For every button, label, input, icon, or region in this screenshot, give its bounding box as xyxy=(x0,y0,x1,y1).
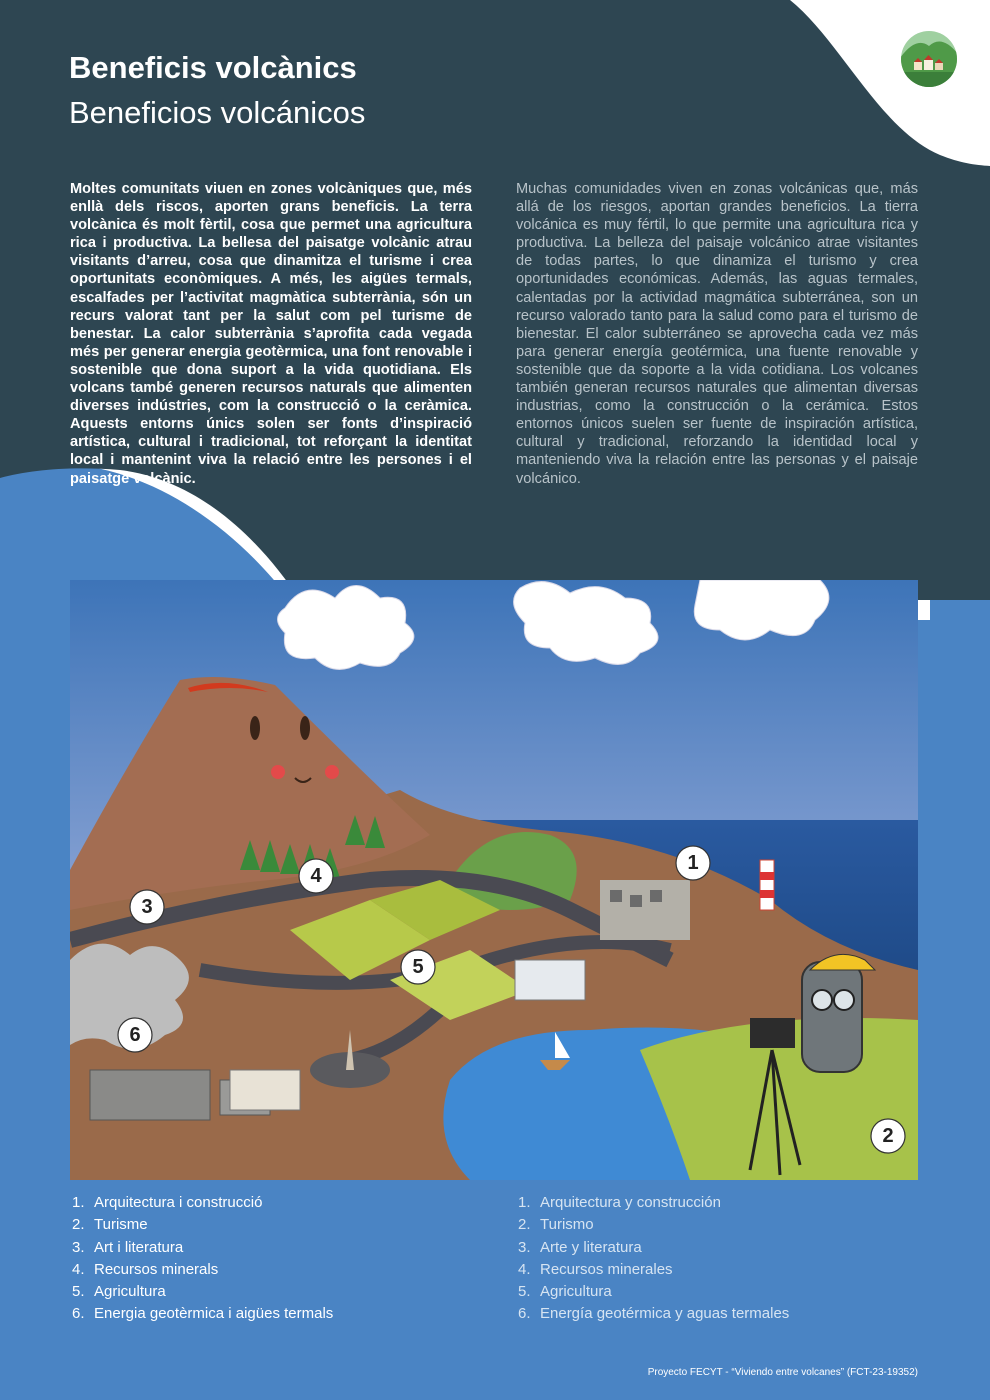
intro-text-spanish: Muchas comunidades viven en zonas volcánicas que, más allá de los riesgos, aportan grandes beneficios. La tierra volcánica es muy fértil, lo que permite una agricultura rica y productiva. La belleza del paisaje volcánico atrae visitantes de todas partes, lo que dinamiza el turismo y crea oportunidades económicas. Además, las aguas termales, calentadas por la actividad magmática subterránea, son un recurso valorado tanto para la salud como para el turismo de bienestar. El calor subterráneo se aprovecha cada vez más para generar energía geotérmica, una fuente renovable y sostenible que da soporte a la vida cotidiana. Los volcanes también generan recursos naturales que alimentan diversas industrias, como la construcción o la cerámica. Estos entornos únicos suelen ser fuente de inspiración artística, cultural y tradicional, reforzando la identidad local y manteniendo viva la relación entre las personas y el paisaje volcánico. xyxy=(516,181,918,487)
legend-item: 1. Arquitectura y construcción xyxy=(518,1194,721,1211)
title-catalan: Beneficis volcànics xyxy=(69,50,357,85)
marker-6-label: 6 xyxy=(129,1024,141,1046)
marker-4-label: 4 xyxy=(310,865,322,887)
greenhouse xyxy=(515,960,585,1000)
camera xyxy=(750,1018,795,1048)
marker-2-label: 2 xyxy=(882,1125,894,1147)
title-spanish: Beneficios volcánicos xyxy=(69,95,366,130)
cloud xyxy=(278,586,414,670)
legend-item: 5. Agricultura xyxy=(72,1283,166,1301)
legend-item: 4. Recursos minerals xyxy=(72,1260,219,1278)
volcanic-landscape-illustration xyxy=(70,580,918,1180)
geothermal-plant xyxy=(90,1070,210,1120)
marker-1-label: 1 xyxy=(687,852,699,874)
legend-spanish xyxy=(518,1192,789,1326)
volcano-cheek xyxy=(325,765,339,779)
legend-item: 4. Recursos minerales xyxy=(518,1260,673,1278)
legend-item: 1. Arquitectura i construcció xyxy=(72,1194,263,1211)
legend-item: 6. Energia geotèrmica i aigües termals xyxy=(72,1305,334,1323)
town-buildings xyxy=(600,880,690,940)
marker-6 xyxy=(118,1018,152,1052)
marker-5 xyxy=(401,950,435,984)
marker-3 xyxy=(130,890,164,924)
volcano-eye xyxy=(300,716,310,740)
marker-2 xyxy=(871,1119,905,1153)
rock-character xyxy=(802,962,862,1072)
volcano-village-logo xyxy=(898,28,960,90)
volcano-eye xyxy=(250,716,260,740)
marker-3-label: 3 xyxy=(141,896,153,918)
lighthouse xyxy=(760,860,774,910)
volcano-cheek xyxy=(271,765,285,779)
legend-item: 2. Turismo xyxy=(518,1216,594,1234)
legend-item: 6. Energía geotérmica y aguas termales xyxy=(518,1305,790,1323)
marker-5-label: 5 xyxy=(412,956,424,978)
legend-item: 3. Arte y literatura xyxy=(518,1238,642,1256)
legend-catalan xyxy=(72,1192,333,1326)
marker-1 xyxy=(676,846,710,880)
legend-item: 2. Turisme xyxy=(72,1216,148,1234)
marker-4 xyxy=(299,859,333,893)
intro-text-catalan: Moltes comunitats viuen en zones volcàniques que, més enllà dels riscos, aporten grans beneficis. La terra volcànica és molt fèrtil, cosa que permet una agricultura rica i productiva. La bellesa del paisatge volcànic atrau visitants d’arreu, cosa que dinamitza el turisme i crea oportunitats econòmiques. A més, les aigües termals, escalfades per l’activitat magmàtica subterrània, són un recurs valorat tant per la salut com pel turisme de benestar. La calor subterrània s’aprofita cada vegada més per generar energia geotèrmica, una font renovable i sostenible que dona suport a la vida quotidiana. Els volcans també generen recursos naturals que alimenten diverses indústries, com la construcció o la ceràmica. Aquests entorns únics solen ser fonts d’inspiració artística, cultural i tradicional, tot reforçant la identitat local i mantenint viva la relació entre les persones i el paisatge volcànic. xyxy=(70,181,472,487)
legend-item: 5. Agricultura xyxy=(518,1283,612,1301)
legend-item: 3. Art i literatura xyxy=(72,1238,184,1256)
footer-credit: Proyecto FECYT - “Viviendo entre volcanes” (FCT-23-19352) xyxy=(647,1367,918,1378)
